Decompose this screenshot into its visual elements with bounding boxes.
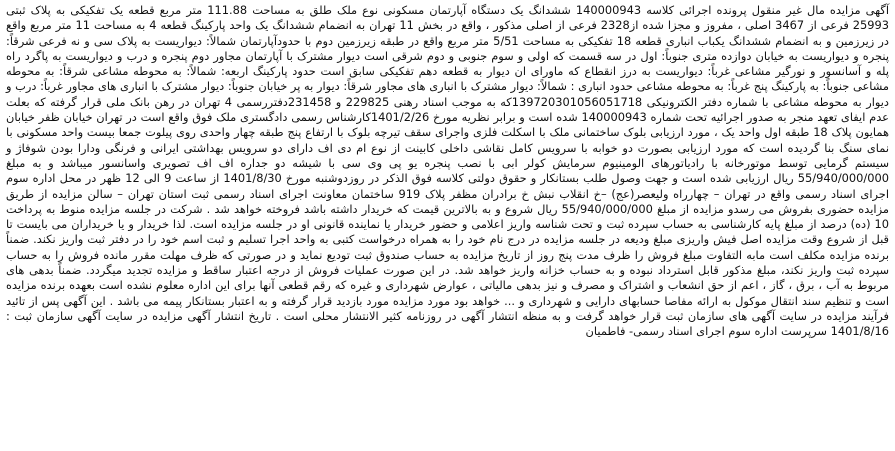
auction-notice-text: آگهی مزایده مال غیر منقول پرونده اجرائی کلاسه 140000943 ششدانگ یک دستگاه آپارتمان مسکونی نوع ملک طلق به مساحت 111.88 متر مربع قطعه یک تفکیکی به پلاک ثبتی 25993 فرعی از 3467 اصلی ، مفروز و مجزا شده از2328 فرعی از اصلی مذکور ، واقع در بخش 11 تهران به انضمام ششدانگ یک واحد پارکینگ قطعه 4 به مساحت 11 متر مربع واقع در زیرزمین و به انضمام ششدانگ یکباب انباری قطعه 18 تفکیکی به مساحت 5/51 متر مربع واقع در طبقه زیرزمین دوم با حدودآپارتمان شمالاً: دیواریست به پلاک سی و نه فرعی شرقاً: پنجره و دیواریست به خیابان دوازده متری جنوباً: اول در سه قسمت که اولی و سوم جنوبی و دوم شرقی است دیوار مشترک با آپارتمان مجاور دوم پنجره و درب و دیواریست به پاگرد راه پله و آسانسور و نورگیر مشاعی غرباً: دیواریست به درز انقطاع که ماورای ان دیوار به قطعه دهم تفکیکی سابق است حدود پارکینگ اربعه: شمالاً: به محوطه مشاعی شرقاً: به محوطه مشاعی جنوباً: به پارکینگ پنج غرباً: به محوطه مشاعی حدود انباری : شمالاً: دیوار مشترک با انباری های مجاور شرقاً: دیوار به پر خیابان جنوباً: دیوار مشترک با انباری های مجاور غرباً: درب و دیوار به محوطه مشاعی با شماره دفتر الکترونیکی 139720301056051718که به موجب اسناد رهنی 229825 و 231458دفتررسمی 4 تهران در رهن بانک ملی قرار گرفته که بعلت عدم ایفای تعهد منجر به صدور اجرائیه تحت شماره 140000943 شده است و برابر نظریه مورخ 1401/2/26کارشناس رسمی دادگستری ملک فوق واقع است در تهران خیابان ظفر خیابان همایون پلاک 18 طبقه اول واحد یک ، مورد ارزیابی بلوک ساختمانی ملک با اسکلت فلزی واجرای سقف تیرچه بلوک با ارتفاع پنج طبقه چهار واحدی روی پیلوت جمعا بیست واحد مسکونی با نمای سنگ بنا گردیده است که مورد ارزیابی بصورت دو خوابه با سرویس کامل نقاشی داخلی کابینت از نوع ام دی اف دارای دو سرویس بهداشتی ایرانی و فرنگی ودارا بودن شوفاژ و سیستم گرمایی توسط موتورخانه با رادیاتورهای الومینیوم سرمایش کولر ابی با نصب پنجره یو پی وی سی با شیشه دو جداره اف اف تصویری واسانسور میباشد و به مبلغ 55/940/000/000 ریال ارزیابی شده است و جهت وصول طلب بستانکار و حقوق دولتی کلاسه فوق الذکر در روزدوشنبه مورخ 1401/8/30 از ساعت 9 الی 12 ظهر در محل اداره سوم اجرای اسناد رسمی واقع در تهران – چهارراه ولیعصر(عج) –خ انقلاب نبش خ برادران مظفر پلاک 919 ساختمان معاونت اجرای اسناد رسمی ثبت استان تهران – سالن مزایده از طریق مزایده حضوری بفروش می رسدو مزایده از مبلغ 55/940/000/000 ریال شروع و به بالاترین قیمت که خریدار داشته باشد فروخته خواهد شد . شرکت در جلسه مزایده منوط به پرداخت 10 (ده) درصد از مبلغ پایه کارشناسی به حساب سپرده ثبت و تحت شناسه واریز اعلامی و حضور خریدار یا نماینده قانونی او در جلسه مزایده است. لذا خریدار و یا خریداران می بایست تا قبل از شروع وقت مزایده اصل فیش واریزی مبلغ ودیعه در جلسه مزایده در درج نام خود را به همراه درخواست کتبی به واحد اجرا تسلیم و ثبت اسم خود را در دفتر ثبت واریز نکند. ضمناً برنده مزایده مکلف است مابه التفاوت مبلغ فروش را ظرف مدت پنج روز از تاریخ مزایده به حساب صندوق ثبت تودیع نماید و در صورتی که ظرف مهلت مقرر مانده فروش را به حساب سپرده ثبت واریز نکند، مبلغ مذکور قابل استرداد نبوده و به حساب خزانه واریز خواهد شد. در این صورت عملیات فروش از درجه اعتبار ساقط و مزایده تجدید میگردد. ضمناً بدهی های مربوط به آب ، برق ، گاز ، اعم از حق انشعاب و اشتراک و مصرف و نیز بدهی مالیاتی ، عوارض شهرداری و غیره که رقم قطعی آنها برای این اداره معلوم نشده است بعهده برنده مزایده است و تنظیم سند انتقال موکول به ارائه مفاصا حسابهای دارایی و شهرداری و ... خواهد بود مورد مزایده مورد بازدید قرار گرفته و به اعتبار بستانکار پیمه می باشد . این آگهی پس از تائید فرآیند مزایده در سایت آگهی های سازمان ثبت قرار خواهد گرفت و به منظه انتشار آگهی در روزنامه کثیر الانتشار محلی است . تاریخ انتشار آگهی مزایده در سایت آگهی سازمان ثبت : 1401/8/16 سرپرست اداره سوم اجرای اسناد رسمی- فاطمیان <box>6 3 890 339</box>
